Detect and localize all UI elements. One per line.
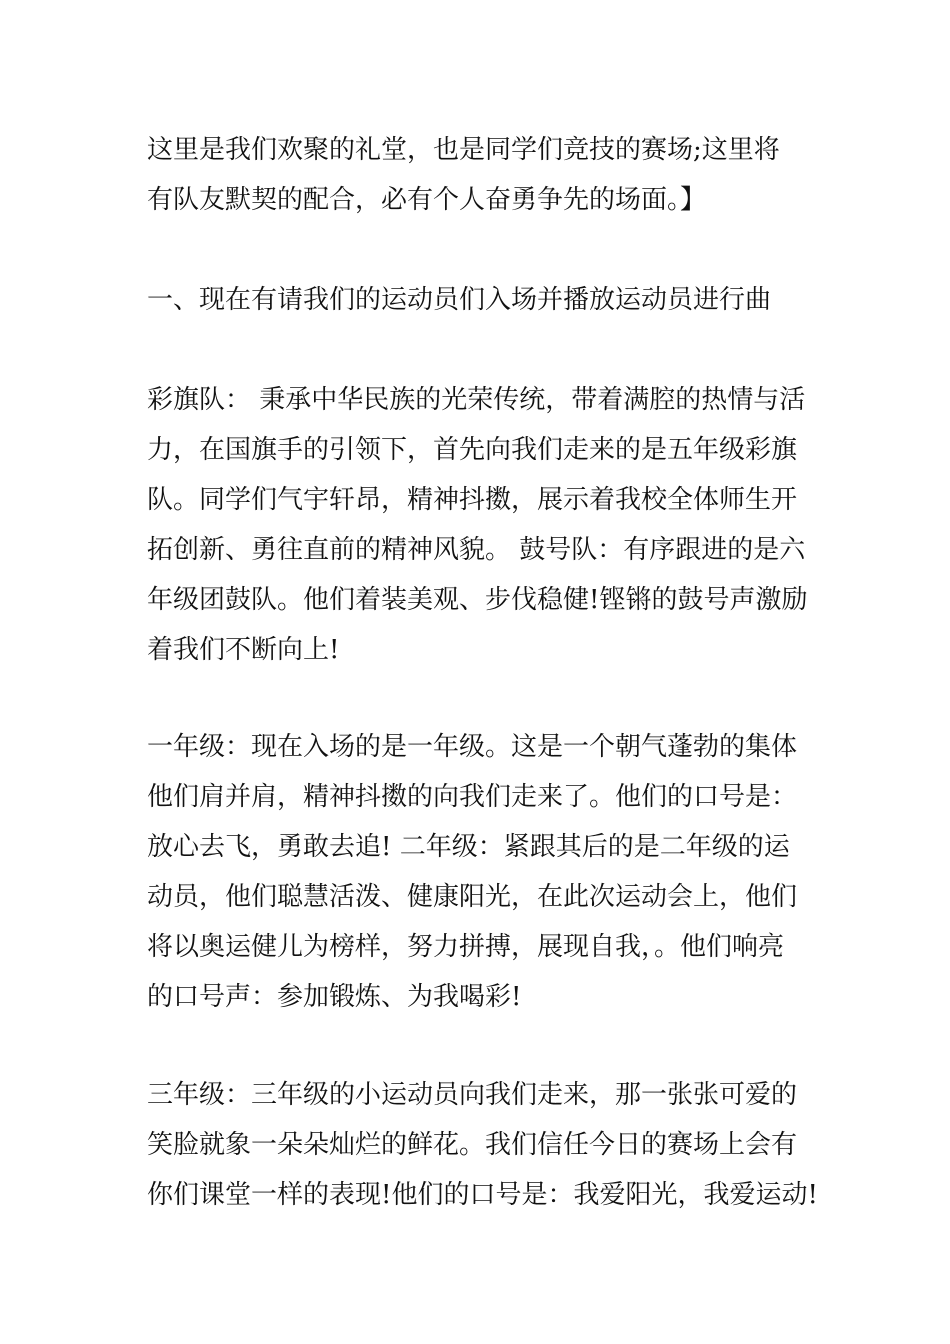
text-line: 三年级：三年级的小运动员向我们走来，那一张张可爱的 bbox=[147, 1080, 798, 1110]
intro-paragraph bbox=[147, 125, 815, 225]
grade-one-two-paragraph bbox=[147, 722, 815, 1022]
section-heading bbox=[147, 275, 815, 325]
text-line: 放心去飞，勇敢去追! 二年级：紧跟其后的是二年级的运 bbox=[147, 832, 790, 862]
text-line: 拓创新、勇往直前的精神风貌。 鼓号队：有序跟进的是六 bbox=[147, 535, 806, 565]
text-line: 一、现在有请我们的运动员们入场并播放运动员进行曲 bbox=[147, 285, 772, 315]
text-line: 彩旗队： 秉承中华民族的光荣传统，带着满腔的热情与活 bbox=[147, 385, 806, 415]
text-line: 有队友默契的配合，必有个人奋勇争先的场面。】 bbox=[147, 185, 707, 215]
text-line: 着我们不断向上! bbox=[147, 635, 340, 665]
text-line: 队。同学们气宇轩昂，精神抖擞，展示着我校全体师生开 bbox=[147, 485, 798, 515]
text-line: 的口号声：参加锻炼、为我喝彩! bbox=[147, 982, 522, 1012]
text-line: 力，在国旗手的引领下，首先向我们走来的是五年级彩旗 bbox=[147, 435, 798, 465]
grade-three-paragraph bbox=[147, 1070, 818, 1220]
text-line: 年级团鼓队。他们着装美观、步伐稳健!铿锵的鼓号声激励 bbox=[147, 585, 808, 615]
flag-team-paragraph bbox=[147, 375, 815, 675]
text-line: 你们课堂一样的表现!他们的口号是：我爱阳光，我爱运动! bbox=[147, 1180, 818, 1210]
text-line: 动员，他们聪慧活泼、健康阳光，在此次运动会上，他们 bbox=[147, 882, 798, 912]
text-line: 这里是我们欢聚的礼堂，也是同学们竞技的赛场;这里将 bbox=[147, 135, 780, 165]
text-line: 一年级：现在入场的是一年级。这是一个朝气蓬勃的集体 bbox=[147, 732, 798, 762]
text-line: 将以奥运健儿为榜样，努力拼搏，展现自我，。他们响亮 bbox=[147, 932, 785, 962]
text-line: 他们肩并肩，精神抖擞的向我们走来了。他们的口号是： bbox=[147, 782, 798, 812]
text-line: 笑脸就象一朵朵灿烂的鲜花。我们信任今日的赛场上会有 bbox=[147, 1130, 798, 1160]
